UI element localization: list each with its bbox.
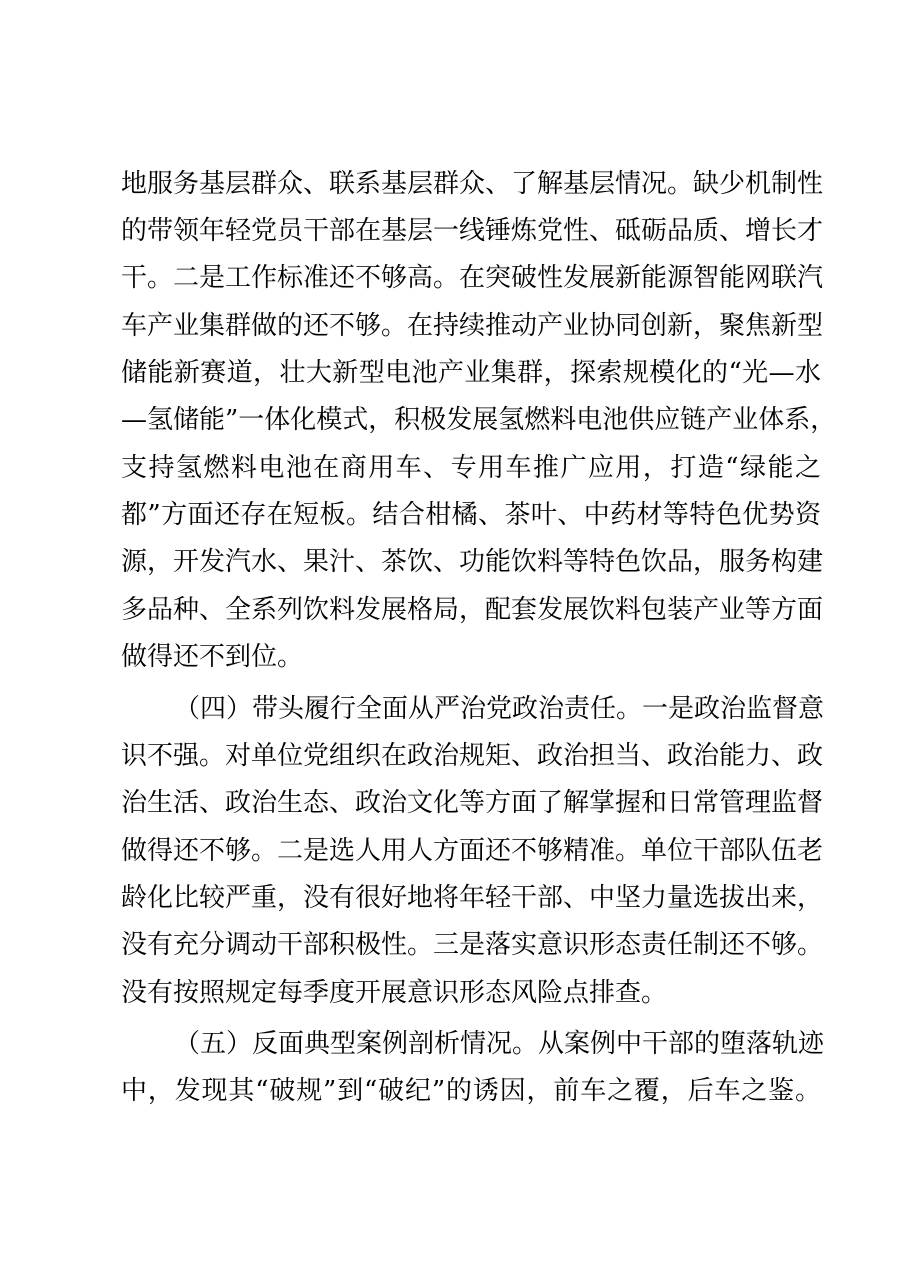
text-line: 的带领年轻党员干部在基层一线锤炼党性、砥砺品质、增长才 <box>121 216 824 246</box>
text-line: 中，发现其“破规”到“破纪”的诱因，前车之覆，后车之鉴。 <box>121 1076 821 1106</box>
text-line: 做得还不到位。 <box>121 642 304 672</box>
text-line: 源，开发汽水、果汁、茶饮、功能饮料等特色饮品，服务构建 <box>121 547 824 577</box>
text-line: 支持氢燃料电池在商用车、专用车推广应用，打造“绿能之 <box>121 453 821 483</box>
text-line: 干。二是工作标准还不够高。在突破性发展新能源智能网联汽 <box>121 263 824 293</box>
text-line: 都”方面还存在短板。结合柑橘、茶叶、中药材等特色优势资 <box>121 500 821 530</box>
text-line: 车产业集群做的还不够。在持续推动产业协同创新，聚焦新型 <box>121 311 824 341</box>
text-line: 龄化比较严重，没有很好地将年轻干部、中坚力量选拔出来， <box>121 883 824 913</box>
text-line: 储能新赛道，壮大新型电池产业集群，探索规模化的“光—水 <box>121 358 821 388</box>
text-line: 多品种、全系列饮料发展格局，配套发展饮料包装产业等方面 <box>121 595 824 625</box>
text-line: 治生活、政治生态、政治文化等方面了解掌握和日常管理监督 <box>121 788 824 818</box>
text-line: 做得还不够。二是选人用人方面还不够精准。单位干部队伍老 <box>121 836 824 866</box>
text-line: 没有充分调动干部积极性。三是落实意识形态责任制还不够。 <box>121 930 824 960</box>
text-line: —氢储能”一体化模式，积极发展氢燃料电池供应链产业体系， <box>121 405 837 435</box>
section-heading-line: （五）反面典型案例剖析情况。从案例中干部的堕落轨迹 <box>174 1029 825 1059</box>
text-line: 识不强。对单位党组织在政治规矩、政治担当、政治能力、政 <box>121 741 824 771</box>
text-line: 没有按照规定每季度开展意识形态风险点排查。 <box>121 978 668 1008</box>
section-heading-line: （四）带头履行全面从严治党政治责任。一是政治监督意 <box>174 694 825 724</box>
text-line: 地服务基层群众、联系基层群众、了解基层情况。缺少机制性 <box>121 169 824 199</box>
